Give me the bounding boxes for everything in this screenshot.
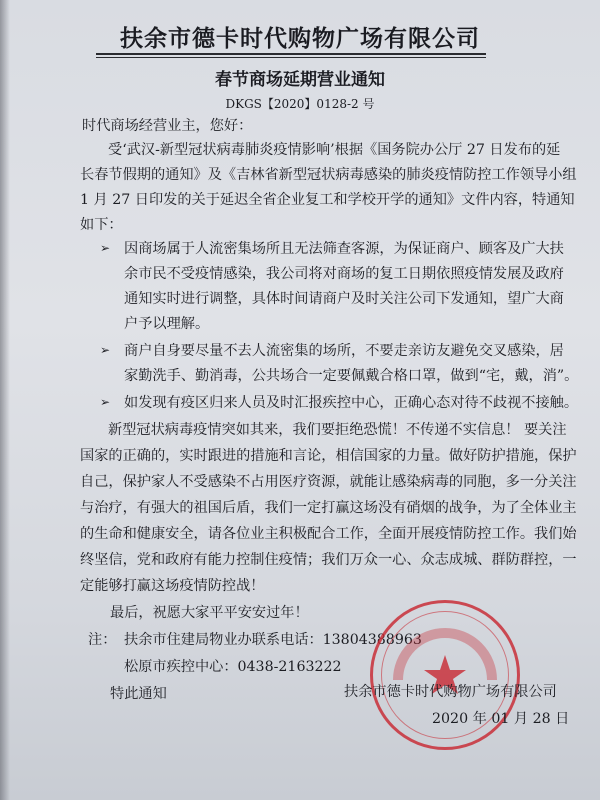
note-label: 注： [88,632,117,648]
header-rule-thin [96,57,486,58]
wishes: 最后，祝愿大家平平安安过年！ [110,605,309,621]
header-rule-thick [96,53,486,55]
bullet1-line: 通知实时进行调整，具体时间请商户及时关注公司下发通知，望广大商 [124,291,564,307]
arrow-bullet-icon: ➢ [100,395,111,409]
company-header: 扶余市德卡时代购物广场有限公司 [120,25,480,52]
document-number: DKGS【2020】0128-2 号 [225,97,375,111]
para2-line: 与治疗，有强大的祖国后盾，我们一定打赢这场没有硝烟的战争，为了全体业主 [80,500,577,516]
para1-line: 受‘武汉-新型冠状病毒肺炎疫情影响’根据《国务院办公厅 27 日发布的延 [108,142,561,158]
arrow-bullet-icon: ➢ [100,343,111,357]
signature-company: 扶余市德卡时代购物广场有限公司 [344,684,557,700]
para2-line: 国家的正确的，实时跟进的措施和言论，相信国家的力量。做好防护措施，保护 [80,448,577,464]
page-edge-shadow [0,0,10,800]
bullet2-line: 商户自身要尽量不去人流密集的场所，不要走亲访友避免交叉感染，居 [124,343,564,359]
bullet1-line: 户予以理解。 [124,316,210,332]
para2-line: 定能够打赢这场疫情防控战！ [80,578,265,594]
closing: 特此通知 [110,686,167,702]
para2-line: 终坚信，党和政府有能力控制住疫情；我们万众一心、众志成城、群防群控，一 [80,552,577,568]
note-phone-cdc: 松原市疾控中心：0438-2163222 [124,659,342,675]
arrow-bullet-icon: ➢ [100,241,111,255]
para1-line: 如下： [80,217,123,233]
signature-date: 2020 年 01 月 28 日 [432,711,570,727]
bullet2-line: 家勤洗手、勤消毒，公共场合一定要佩戴合格口罩，做到“宅，戴，消”。 [124,368,579,384]
para2-line: 新型冠状病毒疫情突如其来，我们要拒绝恐慌！不传递不实信息！ 要关注 [108,422,567,438]
para2-line: 的生命和健康安全，请各位业主积极配合工作，全面开展疫情防控工作。我们始 [80,526,577,542]
para1-line: 长春节假期的通知》及《吉林省新型冠状病毒感染的肺炎疫情防控工作领导小组 [80,167,577,183]
notice-title: 春节商场延期营业通知 [215,70,385,90]
greeting: 时代商场经营业主，您好： [82,118,253,134]
bullet1-line: 因商场属于人流密集场所且无法筛查客源，为保证商户、顾客及广大扶 [124,241,564,257]
para1-line: 1 月 27 日印发的关于延迟全省企业复工和学校开学的通知》文件内容，特通知 [80,192,575,208]
bullet3-line: 如发现有疫区归来人员及时汇报疾控中心，正确心态对待不歧视不接触。 [124,395,579,411]
bullet1-line: 余市民不受疫情感染，我公司将对商场的复工日期依照疫情发展及政府 [124,266,564,282]
para2-line: 自己，保护家人不受感染不占用医疗资源，就能让感染病毒的同胞，多一分关注 [80,474,577,490]
note-phone-housing: 扶余市住建局物业办联系电话：13804388963 [124,632,422,648]
